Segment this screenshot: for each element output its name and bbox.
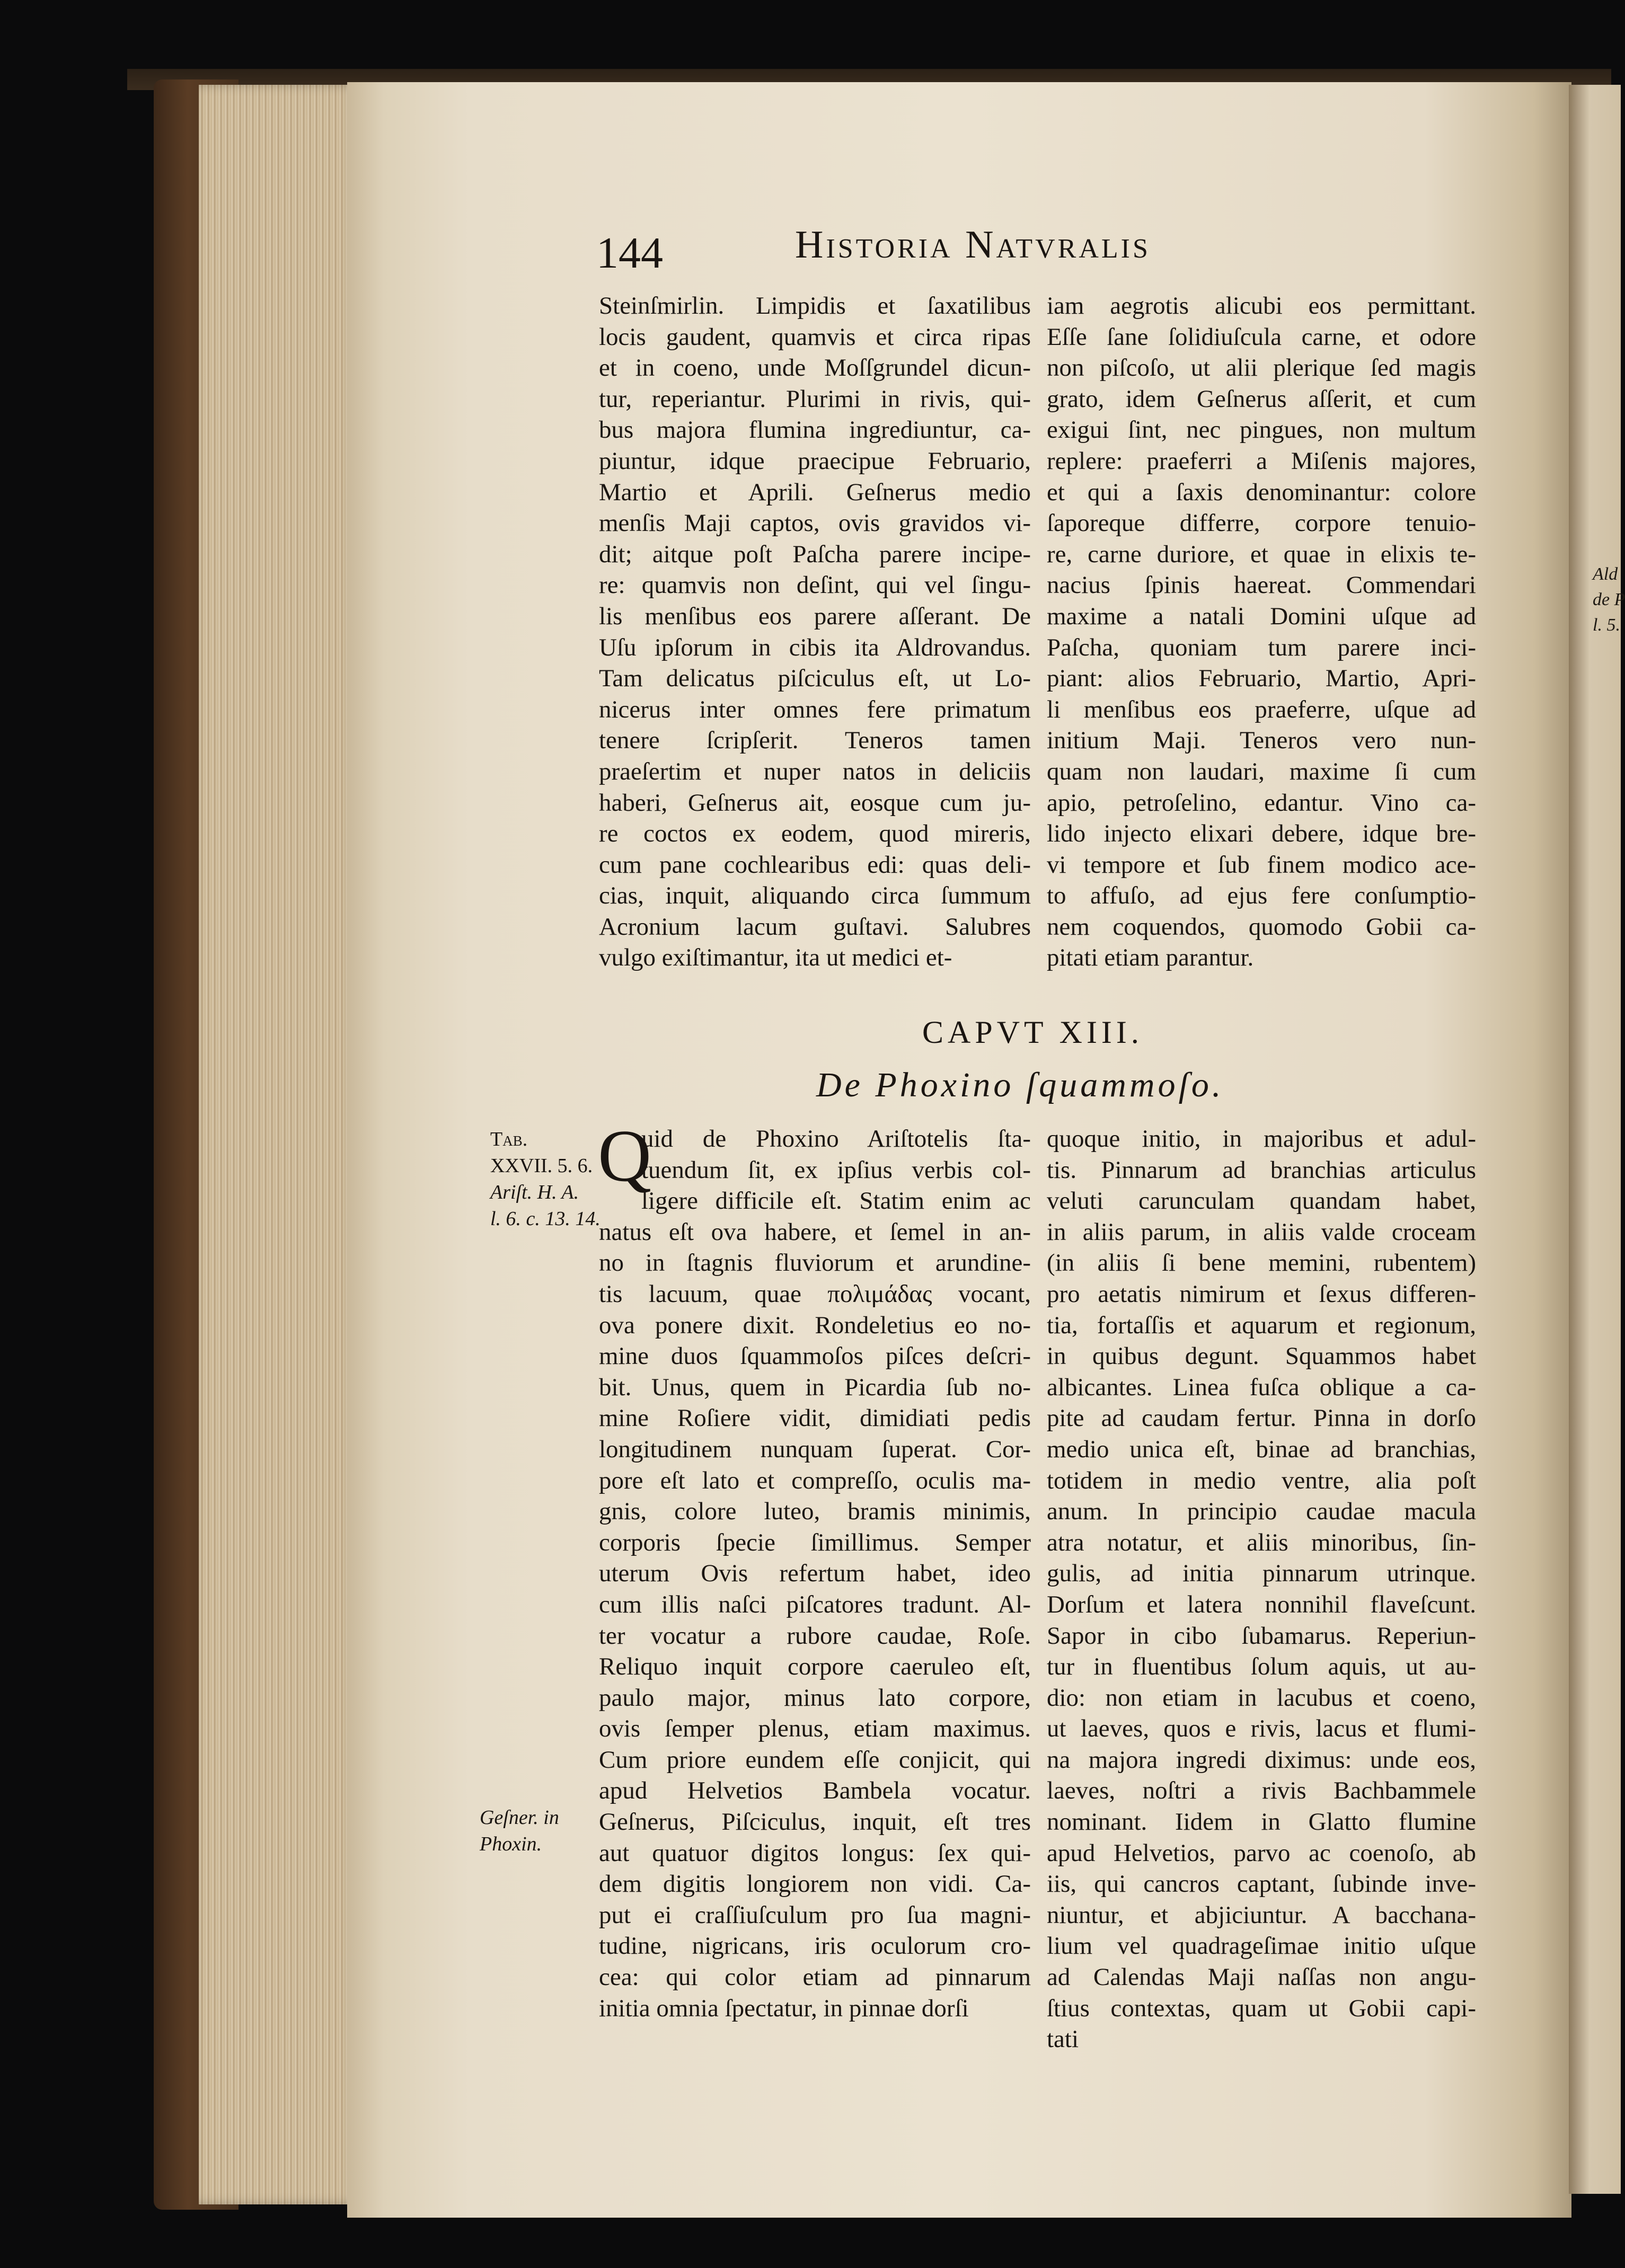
margin-line: Ald bbox=[1593, 564, 1618, 584]
text-line: niuntur, et abjiciuntur. A bacchana- bbox=[1047, 1901, 1476, 1929]
text-line: piuntur, idque praecipue Februario, bbox=[599, 447, 1031, 475]
margin-note-gesner bbox=[480, 1804, 559, 1857]
text-line: haberi, Geſnerus ait, eosque cum ju- bbox=[599, 789, 1031, 817]
next-page-margin-note bbox=[1593, 562, 1624, 638]
text-line: dio: non etiam in lacubus et coeno, bbox=[1047, 1684, 1476, 1712]
text-line: mine Roſiere vidit, dimidiati pedis bbox=[599, 1404, 1031, 1432]
text-line: Reliquo inquit corpore caeruleo eſt, bbox=[599, 1653, 1031, 1681]
text-line: re: quamvis non deſint, qui vel ſingu- bbox=[599, 571, 1031, 599]
text-line: nicerus inter omnes fere primatum bbox=[599, 695, 1031, 723]
text-line: tis lacuum, quae πολιμάδας vocant, bbox=[599, 1280, 1031, 1308]
margin-line: Ariſt. H. A. bbox=[490, 1181, 579, 1203]
text-line: ad Calendas Maji naſſas non angu- bbox=[1047, 1963, 1476, 1991]
text-line: ova ponere dixit. Rondeletius eo no- bbox=[599, 1311, 1031, 1339]
text-line: tati bbox=[1047, 2025, 1079, 2053]
text-line: to affuſo, ad ejus fere conſumptio- bbox=[1047, 882, 1476, 910]
text-line: medio unica eſt, binae ad branchias, bbox=[1047, 1435, 1476, 1463]
text-line: corporis ſpecie ſimillimus. Semper bbox=[599, 1528, 1031, 1556]
column-2-bottom-text bbox=[1047, 1123, 1476, 2055]
text-line: tur, reperiantur. Plurimi in rivis, qui- bbox=[599, 385, 1031, 413]
text-line: initia omnia ſpectatur, in pinnae dorſi bbox=[599, 1994, 969, 2022]
text-line: Sapor in cibo ſubamarus. Reperiun- bbox=[1047, 1622, 1476, 1650]
text-line: iis, qui cancros captant, ſubinde inve- bbox=[1047, 1870, 1476, 1898]
text-line: Paſcha, quoniam tum parere inci- bbox=[1047, 633, 1476, 661]
next-page-edge bbox=[1569, 85, 1621, 2194]
text-line: quam non laudari, maxime ſi cum bbox=[1047, 757, 1476, 785]
column-1-bottom-text bbox=[599, 1123, 1031, 2024]
text-line: piant: alios Februario, Martio, Apri- bbox=[1047, 665, 1476, 693]
text-line: vi tempore et ſub finem modico ace- bbox=[1047, 850, 1476, 879]
text-line: in quibus degunt. Squammos habet bbox=[1047, 1342, 1476, 1370]
text-line: in aliis parum, in aliis valde croceam bbox=[1047, 1218, 1476, 1246]
text-line: pite ad caudam fertur. Pinna in dorſo bbox=[1047, 1404, 1476, 1432]
text-line: dit; aitque poſt Paſcha parere incipe- bbox=[599, 540, 1031, 568]
text-line: exigui ſint, nec pingues, non multum bbox=[1047, 416, 1476, 444]
text-line: lium vel quadrageſimae initio uſque bbox=[1047, 1932, 1476, 1960]
page-number: 144 bbox=[596, 228, 663, 278]
text-line: replere: praeferri a Miſenis majores, bbox=[1047, 447, 1476, 475]
text-line: menſis Maji captos, ovis gravidos vi- bbox=[599, 509, 1031, 537]
chapter-heading: CAPVT XIII. bbox=[922, 1015, 1143, 1050]
text-line: ſtius contextas, quam ut Gobii capi- bbox=[1047, 1994, 1476, 2022]
text-line: uterum Ovis refertum habet, ideo bbox=[599, 1560, 1031, 1588]
margin-line: Geſner. in bbox=[480, 1806, 559, 1829]
margin-line: Phoxin. bbox=[480, 1833, 542, 1855]
text-line: Tam delicatus piſciculus eſt, ut Lo- bbox=[599, 665, 1031, 693]
text-line: longitudinem nunquam ſuperat. Cor- bbox=[599, 1435, 1031, 1463]
text-line: tuendum ſit, ex ipſius verbis col- bbox=[641, 1156, 1031, 1184]
margin-line: l. 6. c. 13. 14. bbox=[490, 1208, 600, 1230]
text-line: albicantes. Linea fuſca oblique a ca- bbox=[1047, 1373, 1476, 1401]
text-line: gulis, ad initia pinnarum utrinque. bbox=[1047, 1560, 1476, 1588]
column-2-top-text bbox=[1047, 290, 1476, 973]
text-line: apio, petroſelino, edantur. Vino ca- bbox=[1047, 789, 1476, 817]
text-line: tenere ſcripſerit. Teneros tamen bbox=[599, 727, 1031, 755]
text-line: natus eſt ova habere, et ſemel in an- bbox=[599, 1218, 1031, 1246]
text-line: re, carne duriore, et quae in elixis te- bbox=[1047, 540, 1476, 568]
text-line: ut laeves, quos e rivis, lacus et flumi- bbox=[1047, 1715, 1476, 1743]
text-line: bus majora flumina ingrediuntur, ca- bbox=[599, 416, 1031, 444]
text-line: Cum priore eundem eſſe conjicit, qui bbox=[599, 1746, 1031, 1774]
text-line: lido injecto elixari debere, idque bre- bbox=[1047, 820, 1476, 848]
text-line: et in coeno, unde Moſſgrundel dicun- bbox=[599, 354, 1031, 382]
text-line: et qui a ſaxis denominantur: colore bbox=[1047, 478, 1476, 506]
text-line: no in ſtagnis fluviorum et arundine- bbox=[599, 1249, 1031, 1277]
margin-note-tab bbox=[490, 1126, 600, 1232]
text-line: nominant. Iidem in Glatto flumine bbox=[1047, 1808, 1476, 1836]
chapter-subtitle: De Phoxino ſquammoſo. bbox=[816, 1066, 1224, 1104]
text-line: tis. Pinnarum ad branchias articulus bbox=[1047, 1156, 1476, 1184]
text-line: aut quatuor digitos longus: ſex qui- bbox=[599, 1839, 1031, 1867]
text-line: pro aetatis nimirum et ſexus differen- bbox=[1047, 1280, 1476, 1308]
text-line: uid de Phoxino Ariſtotelis ſta- bbox=[641, 1125, 1031, 1153]
text-line: maxime a natali Domini uſque ad bbox=[1047, 602, 1476, 630]
text-line: Eſſe ſane ſolidiuſcula carne, et odore bbox=[1047, 323, 1476, 351]
text-line: cea: qui color etiam ad pinnarum bbox=[599, 1963, 1031, 1991]
text-line: locis gaudent, quamvis et circa ripas bbox=[599, 323, 1031, 351]
text-line: quoque initio, in majoribus et adul- bbox=[1047, 1125, 1476, 1153]
text-line: veluti carunculam quandam habet, bbox=[1047, 1187, 1476, 1215]
text-line: praeſertim et nuper natos in deliciis bbox=[599, 757, 1031, 785]
text-line: mine duos ſquammoſos piſces deſcri- bbox=[599, 1342, 1031, 1370]
text-line: anum. In principio caudae macula bbox=[1047, 1498, 1476, 1526]
text-line: pitati etiam parantur. bbox=[1047, 944, 1254, 972]
text-line: paulo major, minus lato corpore, bbox=[599, 1684, 1031, 1712]
text-line: Geſnerus, Piſciculus, inquit, eſt tres bbox=[599, 1808, 1031, 1836]
text-line: bit. Unus, quem in Picardia ſub no- bbox=[599, 1373, 1031, 1401]
text-line: cum illis naſci piſcatores tradunt. Al- bbox=[599, 1590, 1031, 1618]
text-line: cum pane cochlearibus edi: quas deli- bbox=[599, 850, 1031, 879]
text-line: apud Helvetios Bambela vocatur. bbox=[599, 1777, 1031, 1805]
text-line: apud Helvetios, parvo ac coenoſo, ab bbox=[1047, 1839, 1476, 1867]
text-line: ſaporeque differre, corpore tenuio- bbox=[1047, 509, 1476, 537]
text-line: gnis, colore luteo, bramis minimis, bbox=[599, 1498, 1031, 1526]
text-line: re coctos ex eodem, quod mireris, bbox=[599, 820, 1031, 848]
text-line: dem digitis longiorem non vidi. Ca- bbox=[599, 1870, 1031, 1898]
text-line: Dorſum et latera nonnihil flaveſcunt. bbox=[1047, 1590, 1476, 1618]
text-line: nem coquendos, quomodo Gobii ca- bbox=[1047, 912, 1476, 941]
text-line: ter vocatur a rubore caudae, Roſe. bbox=[599, 1622, 1031, 1650]
text-line: non piſcoſo, ut alii plerique ſed magis bbox=[1047, 354, 1476, 382]
text-line: put ei craſſiuſculum pro ſua magni- bbox=[599, 1901, 1031, 1929]
margin-line: l. 5. bbox=[1593, 615, 1620, 635]
column-1-top-text bbox=[599, 290, 1031, 973]
text-line: li menſibus eos praeferre, uſque ad bbox=[1047, 695, 1476, 723]
text-line: tur in fluentibus ſolum aquis, ut au- bbox=[1047, 1653, 1476, 1681]
margin-line: de P bbox=[1593, 590, 1625, 609]
text-line: pore eſt lato et compreſſo, oculis ma- bbox=[599, 1466, 1031, 1494]
text-line: Steinſmirlin. Limpidis et ſaxatilibus bbox=[599, 292, 1031, 320]
text-line: ligere difficile eſt. Statim enim ac bbox=[641, 1187, 1031, 1215]
text-line: na majora ingredi diximus: unde eos, bbox=[1047, 1746, 1476, 1774]
margin-line: XXVII. 5. 6. bbox=[490, 1155, 593, 1177]
text-line: atra notatur, et aliis minoribus, ſin- bbox=[1047, 1528, 1476, 1556]
margin-line: Tab. bbox=[490, 1128, 528, 1150]
text-line: grato, idem Geſnerus aſſerit, et cum bbox=[1047, 385, 1476, 413]
text-line: Acronium lacum guſtavi. Salubres bbox=[599, 912, 1031, 941]
text-line: initium Maji. Teneros vero nun- bbox=[1047, 727, 1476, 755]
text-line: lis menſibus eos parere aſſerant. De bbox=[599, 602, 1031, 630]
drop-cap: Q bbox=[598, 1115, 652, 1197]
text-line: totidem in medio ventre, alia poſt bbox=[1047, 1466, 1476, 1494]
text-line: tia, fortaſſis et aquarum et regionum, bbox=[1047, 1311, 1476, 1339]
text-line: Martio et Aprili. Geſnerus medio bbox=[599, 478, 1031, 506]
text-line: Uſu ipſorum in cibis ita Aldrovandus. bbox=[599, 633, 1031, 661]
running-title: Historia Natvralis bbox=[795, 223, 1151, 267]
text-line: cias, inquit, aliquando circa ſummum bbox=[599, 882, 1031, 910]
text-line: ovis ſemper plenus, etiam maximus. bbox=[599, 1715, 1031, 1743]
text-line: laeves, noſtri a rivis Bachbammele bbox=[1047, 1777, 1476, 1805]
text-line: tudine, nigricans, iris oculorum cro- bbox=[599, 1932, 1031, 1960]
text-line: (in aliis ſi bene memini, rubentem) bbox=[1047, 1249, 1476, 1277]
text-line: vulgo exiſtimantur, ita ut medici et- bbox=[599, 944, 952, 972]
page-edges bbox=[199, 85, 358, 2204]
text-line: nacius ſpinis haereat. Commendari bbox=[1047, 571, 1476, 599]
text-line: iam aegrotis alicubi eos permittant. bbox=[1047, 292, 1476, 320]
